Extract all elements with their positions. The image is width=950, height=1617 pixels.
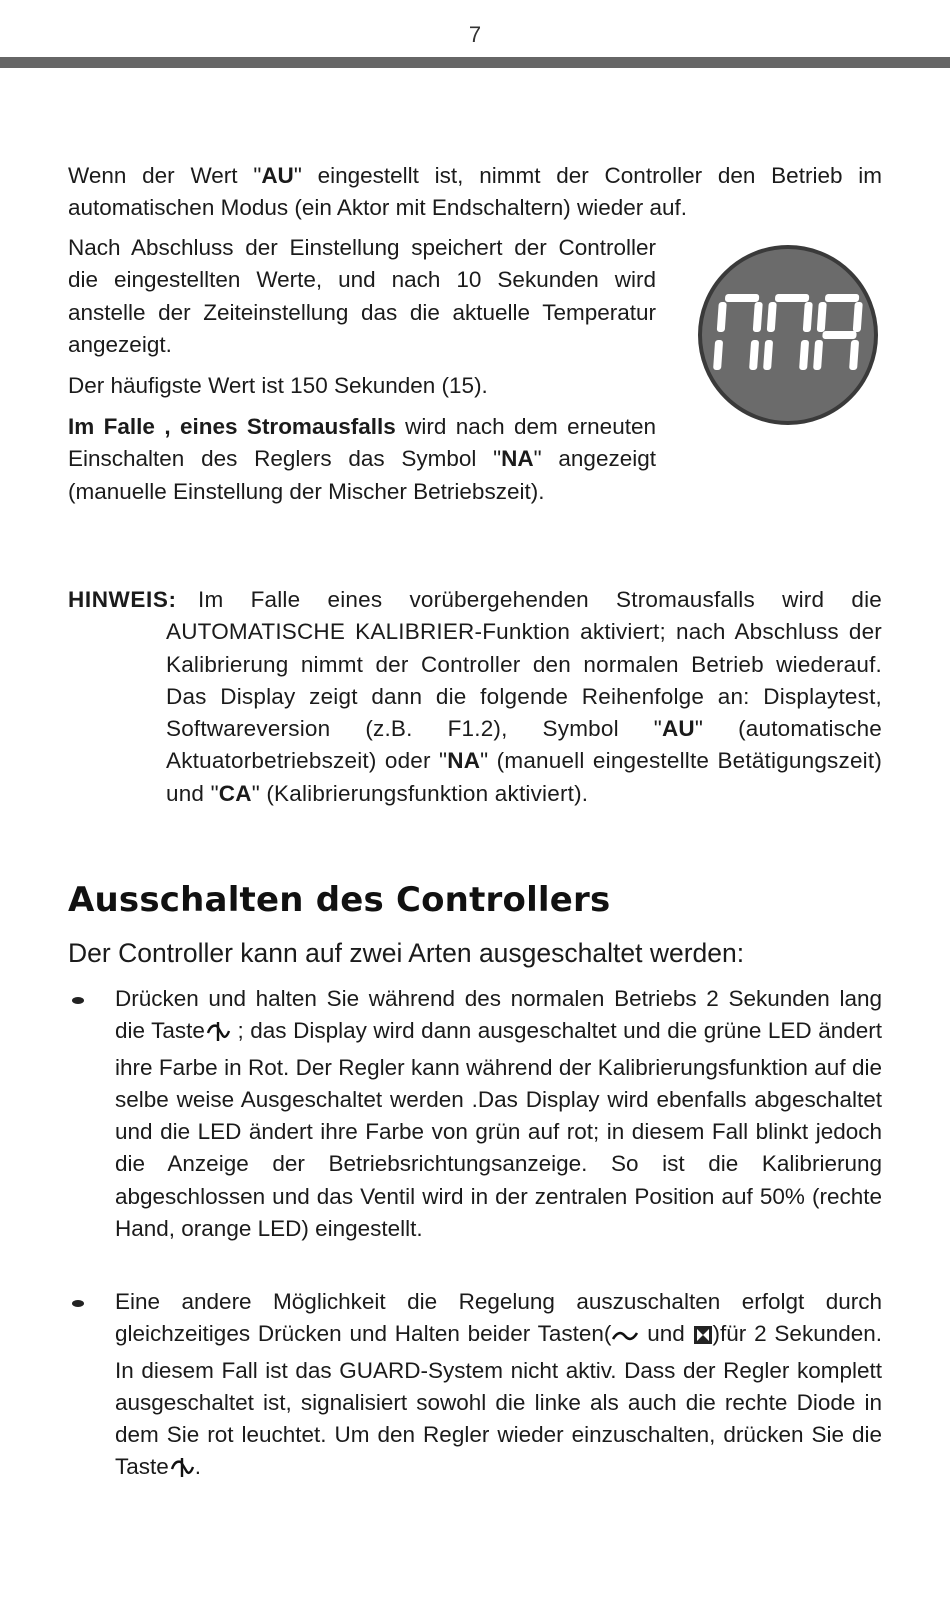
note-label: HINWEIS: (68, 587, 177, 612)
bullet-1-text-b: ; das Display wird dann ausgeschaltet und die grüne LED ändert ihre Farbe in Rot. Der Regler kann während der Kalibrierungsfunktion auf die selbe weise Ausgeschaltet werden .Das Display wird ebenfalls abgeschaltet und die LED ändert ihre Farbe von grün auf rot; in diesem Fall blinkt jedoch die Anzeige der Betriebsrichtungsanzeige. So ist die Kalibrierung abgeschlossen und das Ventil wird in der zentralen Position auf 50% (rechte Hand, orange LED) eingestellt. (115, 1018, 882, 1242)
bullet-marker (72, 997, 84, 1004)
bullet-2-text-c: . (194, 1454, 202, 1480)
section-intro: Der Controller kann auf zwei Arten ausgeschaltet werden: (68, 938, 745, 968)
note-code-ca: CA (218, 780, 252, 806)
seven-segment-display-icon (695, 242, 881, 428)
au-mode-paragraph (68, 160, 882, 225)
bullet-2-text-a: Eine andere Möglichkeit die Regelung auszuschalten erfolgt durch gleichzeitiges Drücken und Halten beider Tasten( (115, 1289, 882, 1347)
note-code-na: NA (447, 748, 481, 774)
bullet-item-2 (115, 1286, 882, 1488)
bullet-1-text-a: Drücken und halten Sie während des normalen Betriebs 2 Sekunden lang die Taste (115, 986, 882, 1044)
note-text-3: " (manuell eingestellte Betätigungszeit) und " (166, 748, 883, 806)
bullet-marker (72, 1300, 84, 1307)
power-failure-paragraph (68, 411, 656, 508)
bullet-2-text-mid: und (639, 1321, 693, 1347)
note-paragraph (166, 584, 882, 810)
section-heading: Ausschalten des Controllers (68, 880, 611, 920)
valve-key-icon (693, 1322, 713, 1354)
save-paragraph: Nach Abschluss der Einstellung speichert der Controller die eingestellten Werte, und nach 10 Sekunden wird anstelle der Zeiteinstellung das die aktuelle Temperatur angezeigt. (68, 235, 656, 357)
note-text-2: " (automatische Aktuatorbetriebszeit) oder " (166, 716, 882, 774)
au-text-b: " eingestellt ist, nimmt der Controller den Betrieb im automatischen Modus (ein Aktor mit Endschaltern) wieder auf. (68, 163, 882, 221)
power-text-a: wird nach dem erneuten Einschalten des Reglers das Symbol " (68, 414, 656, 472)
au-code: AU (261, 163, 294, 188)
onoff-key-icon (205, 1019, 231, 1051)
power-text-b: " angezeigt (manuelle Einstellung der Mischer Betriebszeit). (68, 446, 656, 504)
au-text-a: Wenn der Wert " (68, 163, 262, 188)
page-number: 7 (468, 22, 482, 47)
common-value-paragraph: Der häufigste Wert ist 150 Sekunden (15). (68, 373, 488, 398)
onoff-key-icon (169, 1455, 195, 1487)
power-code: NA (501, 446, 534, 472)
wave-key-icon (611, 1322, 639, 1354)
header-rule (0, 57, 950, 68)
bullet-2-text-b: )für 2 Sekunden. In diesem Fall ist das GUARD-System nicht aktiv. Dass der Regler komplett ausgeschaltet ist, signalisiert sowohl die linke als auch die rechte Diode in dem Sie rot leuchtet. Um den Regler wieder einzuschalten, drücken Sie die Taste (115, 1321, 883, 1480)
note-text-4: " (Kalibrierungsfunktion aktiviert). (251, 780, 589, 806)
bullet-item-1 (115, 983, 882, 1245)
note-text-1: Im Falle eines vorübergehenden Stromausfalls wird die AUTOMATISCHE KALIBRIER-Funktion aktiviert; nach Abschluss der Kalibrierung nimmt der Controller den normalen Betrieb wiederauf. Das Display zeigt dann die folgende Reihenfolge an: Displaytest, Softwareversion (z.B. F1.2), Symbol " (166, 587, 882, 742)
note-code-au: AU (661, 716, 695, 742)
power-failure-bold: Im Falle , eines Stromausfalls (68, 414, 396, 439)
